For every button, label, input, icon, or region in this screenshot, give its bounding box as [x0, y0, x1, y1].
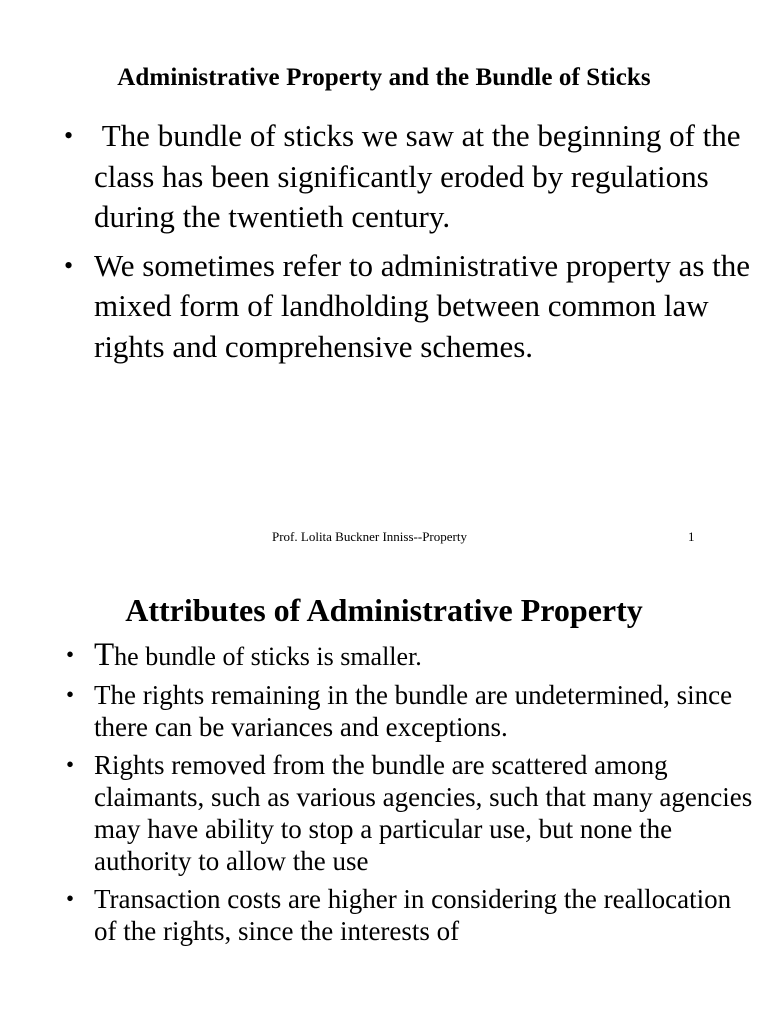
bullet-text: The rights remaining in the bundle are undetermined, since there can be variances and exceptions.	[94, 680, 733, 742]
slide-1-bullet-list	[58, 116, 758, 375]
list-item	[58, 883, 758, 947]
slide-1-title: Administrative Property and the Bundle of Sticks	[117, 64, 651, 91]
bullet-initial: T	[94, 637, 115, 673]
bullet-icon: •	[66, 642, 75, 667]
page-number: 1	[688, 529, 695, 544]
slide-2-title: Attributes of Administrative Property	[125, 592, 643, 628]
bullet-icon: •	[66, 752, 75, 777]
bullet-text: Rights removed from the bundle are scattered among claimants, such as various agencies, such that many agencies may have ability to stop a particular use, but none the authority to allow the use	[94, 750, 753, 876]
list-item	[58, 639, 758, 673]
list-item	[58, 246, 758, 368]
list-item	[58, 749, 758, 877]
footer-author: Prof. Lolita Buckner Inniss--Property	[272, 529, 467, 544]
bullet-text: We sometimes refer to administrative property as the mixed form of landholding between common law rights and comprehensive schemes.	[94, 247, 751, 364]
bullet-icon: •	[66, 886, 75, 911]
bullet-text: he bundle of sticks is smaller.	[114, 642, 422, 671]
slide-2-bullet-list	[58, 639, 758, 953]
list-item	[58, 679, 758, 743]
bullet-text: Transaction costs are higher in considering the reallocation of the rights, since the interests of	[94, 884, 732, 946]
slide-2	[0, 560, 768, 1024]
bullet-text: The bundle of sticks we saw at the beginning of the class has been significantly eroded by regulations during the twentieth century.	[94, 118, 749, 234]
list-item	[58, 116, 758, 238]
bullet-icon: •	[64, 250, 74, 280]
bullet-icon: •	[66, 682, 75, 707]
bullet-icon: •	[64, 121, 74, 150]
